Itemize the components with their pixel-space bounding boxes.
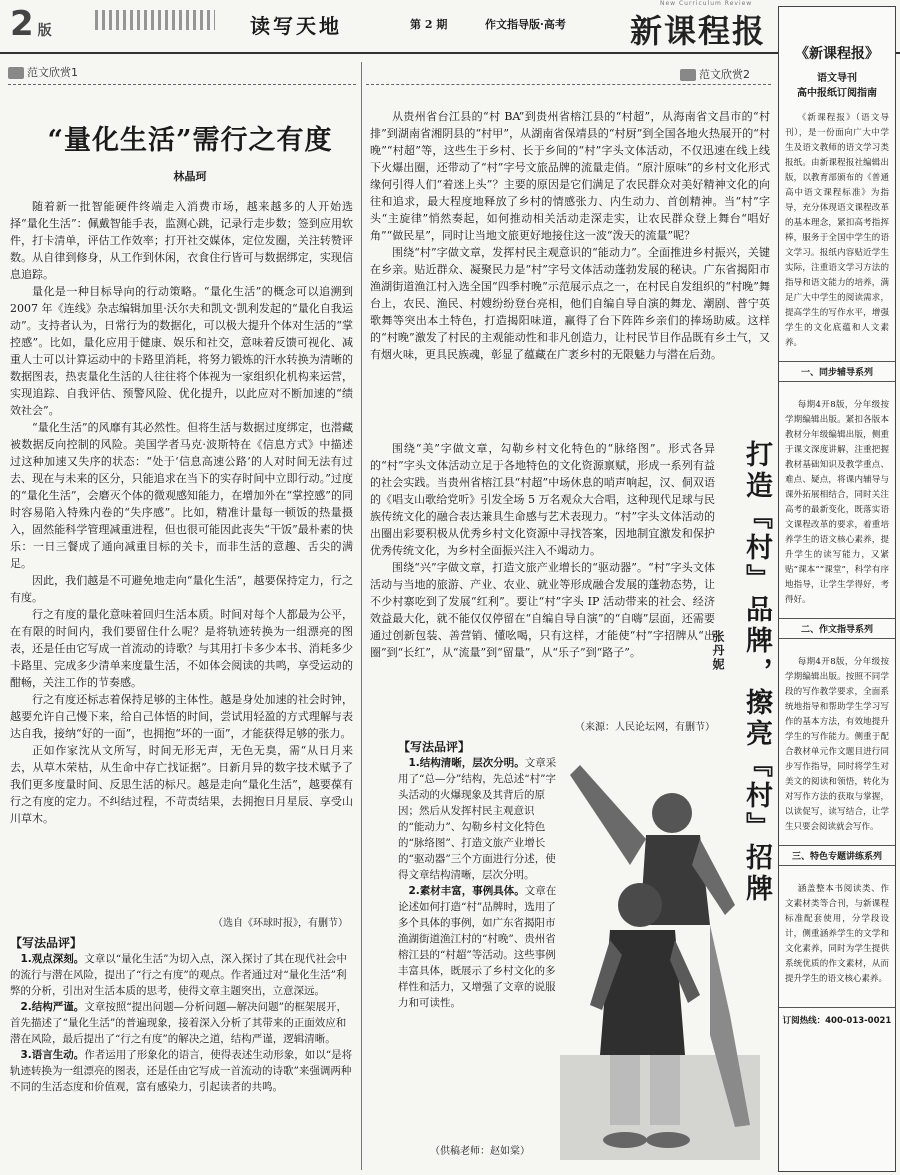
note-item: 2.结构严谨。文章按照“提出问题—分析问题—解决问题”的框架展开，首先描述了“量化生活”的普遍现象，接着深入分析了其带来的正面效应和潜在风险，最后提出了“行之有度”的解决之道，结构严谨，逻辑清晰。 <box>10 1001 348 1045</box>
left-notes <box>10 934 353 1170</box>
subscription-sidebar <box>778 6 896 1172</box>
page-header <box>0 0 900 54</box>
notes-heading: 【写法品评】 <box>10 936 83 950</box>
sidebar-section-heading: 一、同步辅导系列 <box>779 361 895 382</box>
column-divider <box>361 62 362 1170</box>
right-notes <box>398 738 560 1138</box>
right-article-author: 张丹妮 <box>711 630 725 672</box>
right-article-source: （来源：人民论坛网，有删节） <box>575 722 715 733</box>
paragraph: 从贵州省台江县的“村 BA”到贵州省榕江县的“村超”，从海南省文昌市的“村排”到湖南省湘阴县的“村甲”，从湖南省保靖县的“村厨”到全国各地火热展开的“村晚”“村超”等，这些生于乡村、长于乡间的“村”字头文体活动，不仅迅速在线上线下火爆出圈，还带动了“村”字号文旅品牌的流量走俏。“原汁原味”的乡村文化形式缘何引得人们“着迷上头”？主要的原因是它们满足了农民群众对美好精神文化的向往和追求，最大程度地释放了乡村的情感张力、内生动力、首创精神。当“村”字头“主旋律”悄然奏起，如何推动相关活动走深走实，让农民群众登上舞台“唱好角”“做民星”，同时让当地文旅更好地接住这一波“泼天的流量”呢？ <box>370 110 770 242</box>
paragraph: 行之有度还标志着保持足够的主体性。越是身处加速的社会时钟，越要允许自己慢下来，给自己体悟的时间，尝试用轻盈的方式理解与表达自我，接纳“好的一面”，也拥抱“坏的一面”，才能获得足够的张力。 <box>10 693 353 740</box>
subscription-hotline: 订阅热线：400-013-0021 <box>779 1007 895 1026</box>
paragraph: 随着新一批智能硬件终端走入消费市场，越来越多的人开始选择“量化生活”：佩戴智能手表，监测心跳，记录行走步数；签到应用软件，打卡清单，评估工作效率；打开社交媒体，定位发圈，关注转赞评数。从自律到修身，从工作到休闲，衣食住行皆可与数据绑定，实现信息追踪。 <box>10 200 353 281</box>
sidebar-title: 《新课程报》 <box>795 46 879 62</box>
right-section-label: 范文欣赏2 <box>680 66 750 82</box>
issue-number: 第 2 期 <box>410 18 448 31</box>
label-icon <box>8 67 24 79</box>
paragraph: 量化是一种目标导向的行动策略。“量化生活”的概念可以追溯到 2007 年《连线》杂志编辑加里·沃尔夫和凯文·凯利发起的“量化自我运动”。支持者认为，日常行为的数据化，可以极大提升个体对生活的“掌控感”。比如，量化应用于健康、娱乐和社交，意味着反馈可视化、减重人士可以计算运动中的卡路里消耗，将努力锻炼的汗水转换为清晰的数据图表，热衷量化生活的人往往将个体视为一家组织化机构来运营，实现追踪、自我评估、预警风险、优化提升，以此应对不断加速的“绩效社会”。 <box>10 285 353 417</box>
paragraph: 围绕“兴”字做文章，打造文旅产业增长的“驱动器”。“村”字头文体活动与当地的旅游、产业、农业、就业等形成融合发展的蓬勃态势，让不少村寨吃到了发展“红利”。要让“村”字头 IP 活动带来的社会、经济效益最大化，就不能仅仅停留在“自编自导自演”的“自嗨”层面，还需要通过创新包装、善营销、懂吆喝，只有这样，才能使“村”字招牌从“出圈”到“长红”，从“流量”到“留量”，从“乐子”到“路子”。 <box>370 561 715 659</box>
sidebar-section-heading: 三、特色专题讲练系列 <box>779 845 895 866</box>
paragraph: 行之有度的量化意味着回归生活本质。时间对每个人都最为公平，在有限的时间内，我们要留住什么呢？是将轨迹转换为一组漂亮的图表，还是任由它写成一首流动的诗歌？与其用打卡多少本书、消耗多少卡路里、完成多少清单来度量生活，不如体会阅读的共鸣，享受运动的酣畅，关注工作的节奏感。 <box>10 608 353 689</box>
edition-name: 作文指导版·高考 <box>485 18 566 31</box>
left-section-label: 范文欣赏1 <box>8 64 78 80</box>
football-players-photo <box>560 755 760 1160</box>
paragraph: 因此，我们越是不可避免地走向“量化生活”，越要保持定力，行之有度。 <box>10 574 353 604</box>
note-item: 2.素材丰富，事例具体。文章在论述如何打造“村”品牌时，选用了多个具体的事例，如广东省揭阳市渔湖街道渔江村的“村晚”、贵州省榕江县的“村超”等活动。这些事例丰富具体，既展示了乡村文化的多样性和活力，又增强了文章的说服力和可读性。 <box>398 885 557 1009</box>
sidebar-subtitle: 语文导刊 高中报纸订阅指南 <box>797 73 877 99</box>
notes-heading: 【写法品评】 <box>398 740 471 754</box>
sidebar-intro: 《新课程报》（语文导刊），是一份面向广大中学生及语文教师的语文学习类报纸。由新课程报社编辑出版，以教育部颁布的《普通高中语文课程标准》为指导，充分体现语文课程改革的基本理念，紧扣高考指挥棒，服务于全国中学生的语文学习。报纸内容贴近学生实际，注重语文学习方法的指导和语文能力的培养，满足广大中学生的阅读需求，提高学生的写作水平，增强学生的文化底蕴和人文素养。 <box>785 113 889 348</box>
page-number: 2 版 <box>10 4 52 44</box>
paragraph: 围绕“美”字做文章，勾勒乡村文化特色的“脉络图”。形式各异的“村”字头文体活动立足于各地特色的文化资源禀赋，形成一系列有益的社会实践。当贵州省榕江县“村超”中场休息的哨声响起，汉、侗双语的《唱支山歌给党听》引发全场 5 万名观众大合唱，这种现代足球与民族传统文化的融合表达兼具生命感与艺术表现力。“村”字头文体活动的出圈出彩要积极从优秀乡村文化资源中寻找答案，因地制宜激发和保护优秀传统文化，为乡村全面振兴注入不竭动力。 <box>370 442 715 557</box>
sidebar-section-text: 每期4开8版，分年级按学期编辑出版。按照不同学段的写作教学要求，全面系统地指导和帮助学生学习写作的基本方法，有效地提升学生的写作能力。侧重于配合教材单元作文题目进行同步写作指导，同时将学生对美文的阅读和领悟，转化为对写作方法的获取与掌握，以读促写，读写结合，让学生只要会阅读就会写作。 <box>785 657 889 832</box>
right-article-body-top <box>370 108 770 438</box>
right-article-body-bottom <box>370 440 715 736</box>
left-article-source: （选自《环球时报》，有删节） <box>213 918 348 929</box>
sidebar-section-text: 每期4开8版，分年级按学期编辑出版。紧扣各版本教材分年级编辑出版，侧重于课文深度讲解，注重把握教材基础知识及教学重点、难点、疑点，将课内辅导与课外拓展相结合，同时关注高考的最新变化，既落实语文课程改革的要求，着重培养学生的语文核心素养，提升学生的读写能力，又紧贴“课本”“课堂”，科学有序地指导，让学生学得好，考得好。 <box>785 400 889 605</box>
label-icon <box>680 69 696 81</box>
left-article-author: 林晶珂 <box>173 170 207 183</box>
newspaper-logo: 新课程报 <box>630 12 767 50</box>
left-article-title: “量化生活”需行之有度 <box>47 125 333 156</box>
note-item: 1.观点深刻。文章以“量化生活”为切入点，深入探讨了其在现代社会中的流行与潜在风险，提出了“行之有度”的观点。作者通过对“量化生活”利弊的分析，引出对生活本质的思考，使得文章主题突出，立意深远。 <box>10 953 348 997</box>
teacher-credit: （供稿老师：赵如棠） <box>430 1146 530 1157</box>
left-rule <box>8 84 356 85</box>
paragraph: 围绕“村”字做文章，发挥村民主观意识的“能动力”。全面推进乡村振兴，关键在乡亲。贴近群众、凝聚民力是“村”字号文体活动蓬勃发展的秘诀。广东省揭阳市渔湖街道渔江村入选全国“四季村晚”示范展示点之一，在村民自发组织的“村晚”舞台上，农民、渔民、村嫂纷纷登台亮相，他们自编自导自演的舞龙、潮剧、普宁英歌舞等突出本土特色，打造揭阳味道，赢得了台下阵阵乡亲们的捧场助威。这样的“村晚”激发了村民的主观能动性和非凡创造力，让村民节目作品既有乡土气，又有烟火味，更具民族魂，彰显了蕴藏在广袤乡村的无限魅力与潜在后劲。 <box>370 246 770 361</box>
decorative-bars <box>95 10 215 30</box>
right-rule <box>366 84 771 85</box>
sidebar-section-heading: 二、作文指导系列 <box>779 618 895 639</box>
paragraph: 正如作家沈从文所写，时间无形无声，无色无臭，需“从日月来去，从草木荣枯，从生命中存亡找证据”。日新月异的数字技术赋予了我们更多度量时间、反思生活的标尺。越是走向“量化生活”，越要葆有行之有度的定力。不纠结过程，不苛责结果，去拥抱日月星辰、享受山川草木。 <box>10 744 353 825</box>
logo-english: New Curriculum Review <box>660 0 753 7</box>
section-title: 读写天地 <box>250 14 342 38</box>
note-item: 3.语言生动。作者运用了形象化的语言，使得表述生动形象，如以“是将轨迹转换为一组漂亮的图表，还是任由它写成一首流动的诗歌”来强调两种不同的生活态度和价值观，富有感染力，引起读者的共鸣。 <box>10 1049 353 1093</box>
note-item: 1.结构清晰，层次分明。文章采用了“总—分”结构，先总述“村”字头活动的火爆现象及其背后的原因；然后从发挥村民主观意识的“能动力”、勾勒乡村文化特色的“脉络图”、打造文旅产业增长的“驱动器”三个方面进行分述，使得文章结构清晰，层次分明。 <box>398 757 557 881</box>
left-article-body <box>10 198 353 912</box>
right-article-title: 打造『村』品牌，擦亮『村』招牌 <box>741 440 772 905</box>
sidebar-section-text: 涵盖整本书阅读类、作文素材类等合刊，与新课程标准配套使用，分学段设计，侧重涵养学生的文学和文化素养，同时为学生提供系统优质的作文素材，从而提升学生的语文核心素养。 <box>785 884 889 984</box>
paragraph: “量化生活”的风靡有其必然性。但将生活与数据过度绑定，也潜藏被数据反向控制的风险。美国学者马克·波斯特在《信息方式》中描述过这种加速又失序的状态：“处于‘信息高速公路’的人对时间无法有过去、现在与未来的区分，只能追求在当下的实存时间中立即行动。”过度的“量化生活”，会磨灭个体的微观感知能力，在增加外在“掌控感”的同时容易陷入特殊内卷的“失序感”。比如，精准计量每一顿饭的热量摄入，固然能科学管理减重进程，但也很可能因此丧失“干饭”最朴素的快乐：一日三餐成了通向减重目标的关卡，而非生活的意趣、舌尖的满足。 <box>10 421 353 570</box>
